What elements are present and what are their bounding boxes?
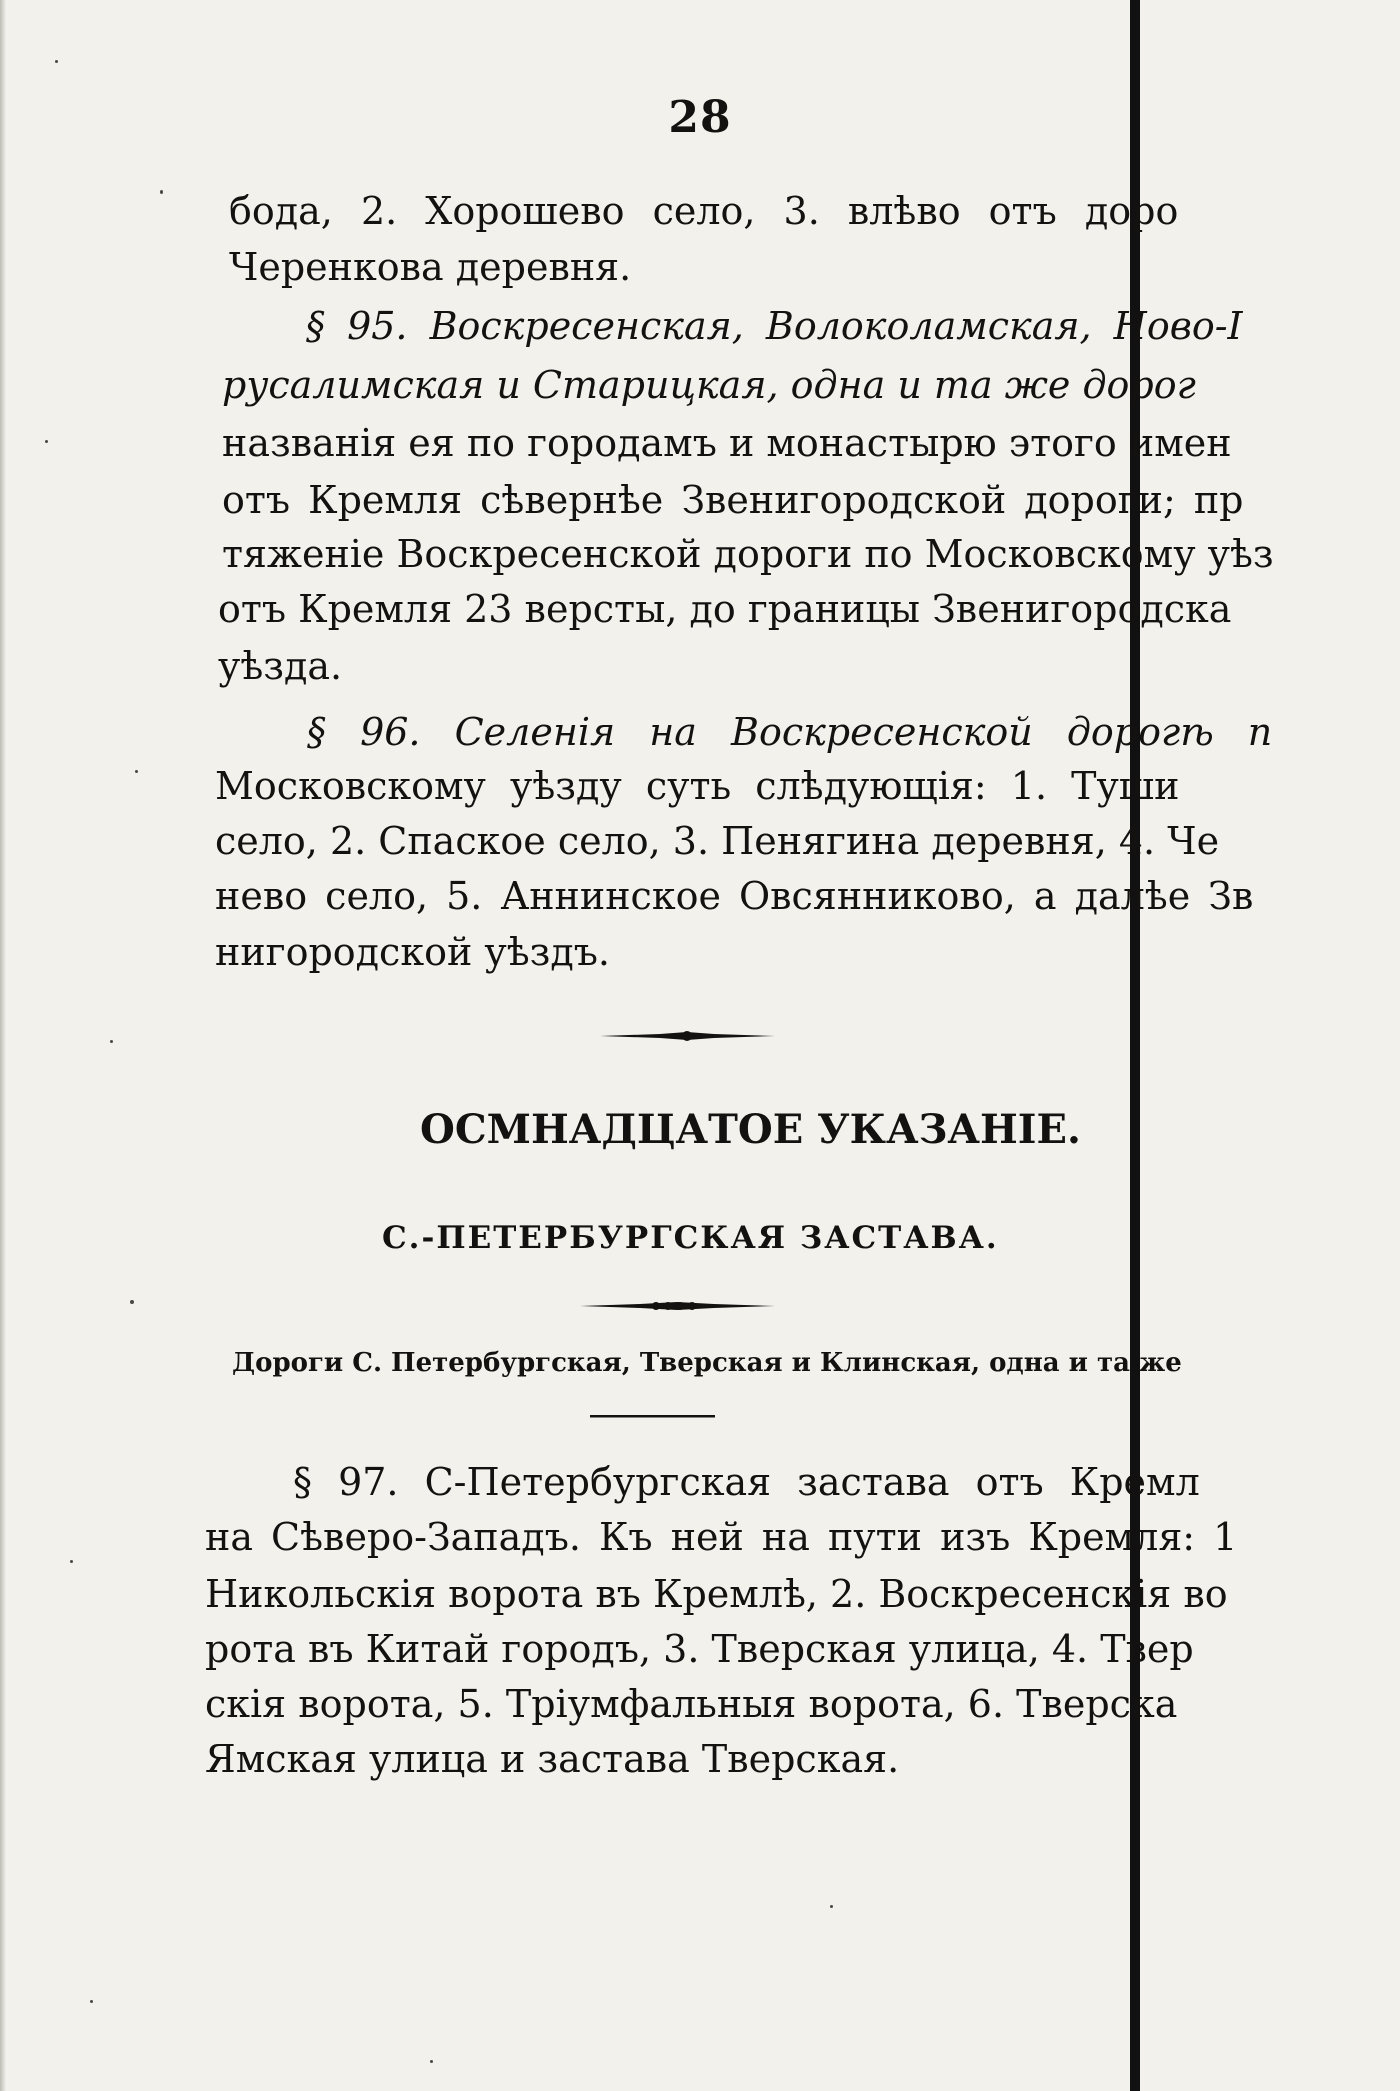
page-left-shadow xyxy=(0,0,6,2091)
text-line-14: нигородской уѣздъ. xyxy=(215,930,611,974)
scan-speck xyxy=(135,770,138,773)
section-subtitle: Дороги С. Петербургская, Тверская и Клинская, одна и та же xyxy=(232,1348,1182,1378)
text-line-3: § 95. Воскресенская, Волоколамская, Ново-І xyxy=(306,304,1243,348)
section-heading: ОСМНАДЦАТОЕ УКАЗАНІЕ. xyxy=(420,1106,1081,1153)
ornament-rule-middle xyxy=(580,1300,775,1312)
text-line-20: Ямская улица и застава Тверская. xyxy=(205,1737,900,1781)
scan-speck xyxy=(45,440,48,443)
text-line-6: отъ Кремля сѣвернѣе Звенигородской дороги; пр xyxy=(222,478,1244,522)
scan-speck xyxy=(830,1905,833,1908)
text-line-11: Московскому уѣзду суть слѣдующія: 1. Туши xyxy=(215,764,1180,808)
text-line-4: русалимская и Старицкая, одна и та же дорог xyxy=(222,363,1196,407)
text-line-10: § 96. Селенія на Воскресенской дорогѣ п xyxy=(307,710,1273,754)
scan-speck xyxy=(130,1300,134,1304)
text-line-1: бода, 2. Хорошево село, 3. влѣво отъ доро xyxy=(229,189,1179,233)
scan-speck xyxy=(90,2000,93,2003)
text-line-9: уѣзда. xyxy=(218,644,343,688)
text-line-7: тяженіе Воскресенской дороги по Московскому уѣз xyxy=(222,532,1274,576)
text-line-19: скія ворота, 5. Тріумфальныя ворота, 6. Тверска xyxy=(205,1682,1178,1726)
text-line-18: рота въ Китай городъ, 3. Тверская улица, 4. Твер xyxy=(205,1627,1194,1671)
scan-speck xyxy=(430,2060,433,2063)
scan-speck xyxy=(55,60,58,63)
scan-speck xyxy=(160,190,163,194)
short-rule xyxy=(590,1410,715,1422)
section-subheading: С.-ПЕТЕРБУРГСКАЯ ЗАСТАВА. xyxy=(382,1220,999,1256)
text-line-15: § 97. С-Петербургская застава отъ Кремл xyxy=(293,1460,1200,1504)
text-line-16: на Сѣверо-Западъ. Къ ней на пути изъ Кремля: 1 xyxy=(205,1515,1238,1559)
text-line-17: Никольскія ворота въ Кремлѣ, 2. Воскресенскія во xyxy=(205,1572,1228,1616)
scan-speck xyxy=(70,1560,73,1563)
text-line-12: село, 2. Спаское село, 3. Пенягина деревня, 4. Че xyxy=(215,819,1220,863)
text-line-5: названія ея по городамъ и монастырю этого имен xyxy=(222,421,1232,465)
ornament-rule-top xyxy=(600,1030,775,1042)
scan-speck xyxy=(110,1040,113,1043)
page-number: 28 xyxy=(668,92,732,143)
text-line-13: нево село, 5. Аннинское Овсянниково, а далѣе Зв xyxy=(215,874,1254,918)
text-line-2: Черенкова деревня. xyxy=(229,245,632,289)
text-line-8: отъ Кремля 23 версты, до границы Звенигородска xyxy=(218,587,1232,631)
